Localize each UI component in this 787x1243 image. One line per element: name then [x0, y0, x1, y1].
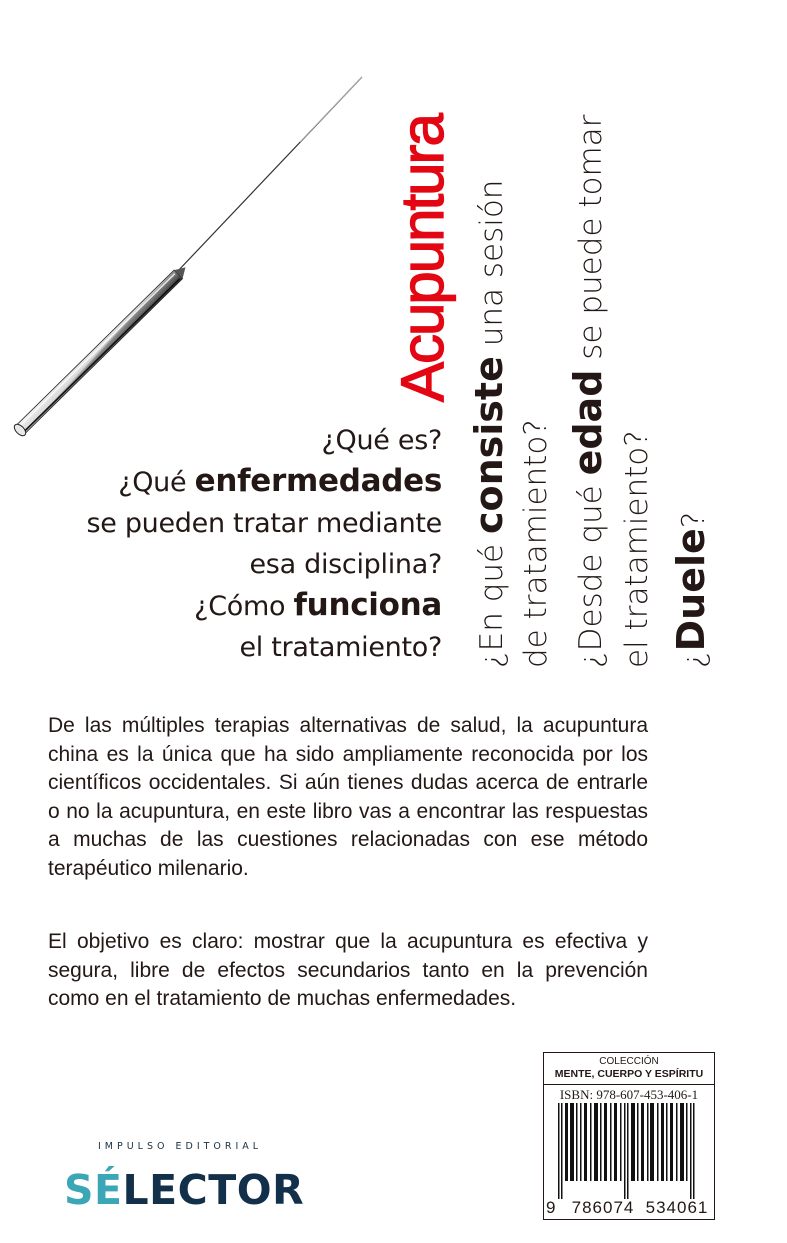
vertical-question-1: ¿En qué consiste una sesión: [467, 179, 511, 668]
left-question-line: ¿Cómo funciona: [194, 587, 442, 623]
left-question-line: el tratamiento?: [239, 632, 442, 663]
collection-header: [544, 1053, 714, 1085]
vertical-question-2: de tratamiento?: [518, 419, 554, 668]
barcode-digits: 9 786074 534061: [546, 1198, 709, 1217]
vertical-question-3: ¿Desde qué edad se puede tomar: [566, 114, 610, 668]
publisher-logo: [64, 1166, 305, 1214]
vertical-question-4: el tratamiento?: [619, 430, 655, 668]
left-questions-block: [86, 420, 442, 668]
book-title: Acupuntura: [389, 115, 456, 402]
collection-label: COLECCIÓN: [599, 1056, 659, 1067]
logo-part-se: SÉ: [64, 1166, 123, 1214]
logo-part-lector: LECTOR: [122, 1166, 305, 1214]
publisher-tagline: IMPULSO EDITORIAL: [98, 1141, 263, 1152]
blurb-paragraph-1: De las múltiples terapias alternativas de salud, la acupuntura china es la única que ha sido ampliamente reconocida por los científicos occidentales. Si aún tienes dudas acerca de entrarle o no la acupuntura, en este libro vas a encontrar las respuestas a muchas de las cuestiones relacionadas con ese método terapéutico milenario.: [48, 714, 648, 880]
left-question-line: ¿Qué enfermedades: [118, 463, 442, 499]
barcode-box: [543, 1052, 715, 1220]
acupuncture-needle-image: [0, 60, 380, 460]
blurb-paragraph-2: El objetivo es claro: mostrar que la acupuntura es efectiva y segura, libre de efectos secundarios tanto en la prevención como en el tratamiento de muchas enfermedades.: [48, 930, 648, 1010]
collection-name: MENTE, CUERPO Y ESPÍRITU: [554, 1068, 704, 1080]
left-question-line: se pueden tratar mediante: [86, 508, 442, 539]
barcode-icon: [552, 1103, 702, 1199]
vertical-question-5: ¿Duele?: [669, 511, 713, 668]
left-question-line: esa disciplina?: [249, 549, 442, 580]
isbn-text: ISBN: 978-607-453-406-1: [559, 1087, 699, 1102]
left-question-line: ¿Qué es?: [321, 425, 442, 456]
